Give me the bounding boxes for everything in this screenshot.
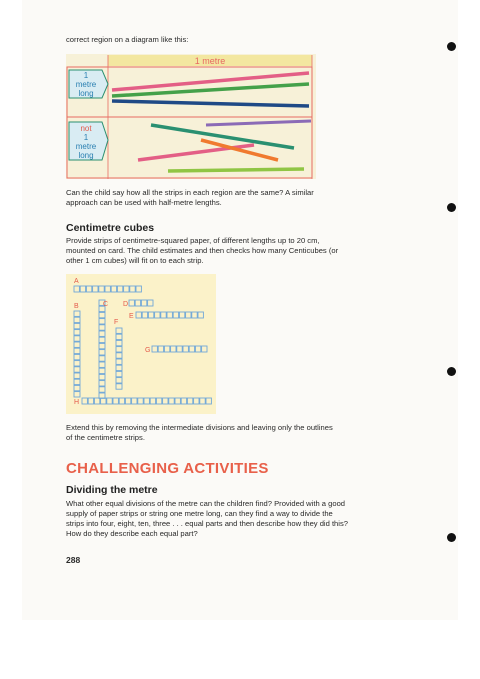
strip-label-c: C [103,301,109,308]
section-heading-dividing-the-metre: Dividing the metre [66,484,158,496]
binder-hole [447,42,456,51]
challenging-activities-heading: CHALLENGING ACTIVITIES [66,460,269,477]
extend-text: Extend this by removing the intermediate divisions and leaving only the outlines of the centimetre strips. [66,423,333,442]
tag-text-line2: metre [75,80,97,89]
strip-lime [168,169,304,171]
metre-regions-diagram [66,54,316,179]
strip-label-d: D [123,301,129,308]
strip-label-g: G [145,347,151,354]
tag-text-line1: not [80,124,92,133]
strip-label-b: B [74,303,79,310]
tag-text-line1: 1 [83,71,89,80]
strip-label-f: F [114,319,119,326]
binder-hole [447,367,456,376]
tag-text-line3: long [78,89,94,98]
diagram-background [66,274,216,414]
tag-text-line4: long [78,151,94,160]
section-heading-centimetre-cubes: Centimetre cubes [66,222,155,234]
tag-text-line3: metre [75,142,97,151]
question-text: Can the child say how all the strips in each region are the same? A similar approach can be used with half-metre lengths. [66,188,314,207]
strip-label-h: H [74,399,80,406]
intro-text: correct region on a diagram like this: [66,35,189,44]
metre-header-label: 1 metre [194,56,226,66]
strip-label-a: A [74,278,79,285]
binder-hole [447,533,456,542]
tag-text-line2: 1 [83,133,89,142]
centimetre-cubes-body: Provide strips of centimetre-squared paper, of different lengths up to 20 cm, mounted on card. The child estimates and then checks how many Centicubes (or other 1 cm cubes) will fit on to each strip. [66,236,339,265]
page-number: 288 [66,555,81,565]
centimetre-strips-diagram [66,274,216,414]
dividing-the-metre-body: What other equal divisions of the metre can the children find? Provided with a good supply of paper strips or string one metre long, can they find a way to divide the strips into four, eight, ten, three . . . equal parts and then describe how they did this? How do they describe each equal part? [66,499,348,538]
binder-hole [447,203,456,212]
strip-label-e: E [129,313,134,320]
